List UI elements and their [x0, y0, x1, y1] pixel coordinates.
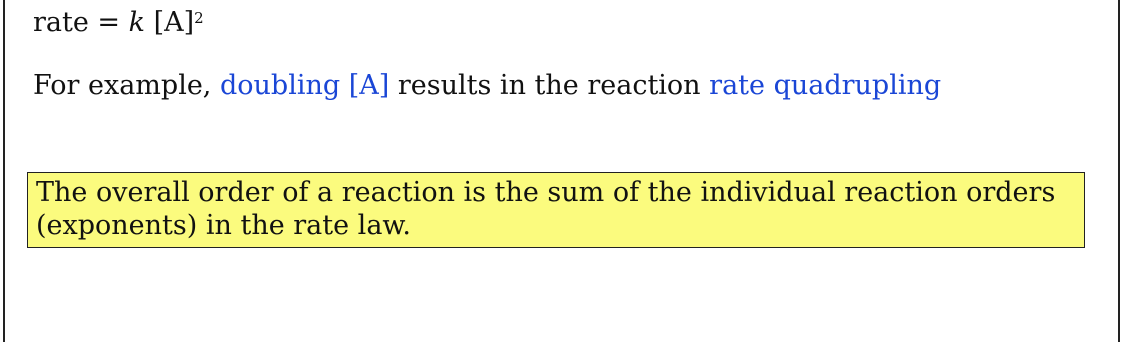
reaction-order-exponent: 2	[194, 9, 204, 27]
highlighted-effect: rate quadrupling	[709, 70, 942, 101]
example-sentence	[33, 68, 941, 104]
left-border	[3, 0, 5, 342]
overall-order-note	[27, 172, 1085, 248]
example-prefix: For example,	[33, 70, 220, 101]
rate-label: rate =	[33, 7, 129, 38]
example-middle: results in the reaction	[389, 70, 710, 101]
highlighted-cause: doubling [A]	[219, 70, 390, 101]
rate-law-equation	[33, 5, 204, 41]
reactant-concentration: [A]	[145, 7, 195, 38]
right-border	[1118, 0, 1120, 342]
rate-constant: k	[128, 7, 145, 38]
overall-order-note-text: The overall order of a reaction is the sum of the individual reaction orders (exponents) in the rate law.	[36, 177, 1056, 241]
